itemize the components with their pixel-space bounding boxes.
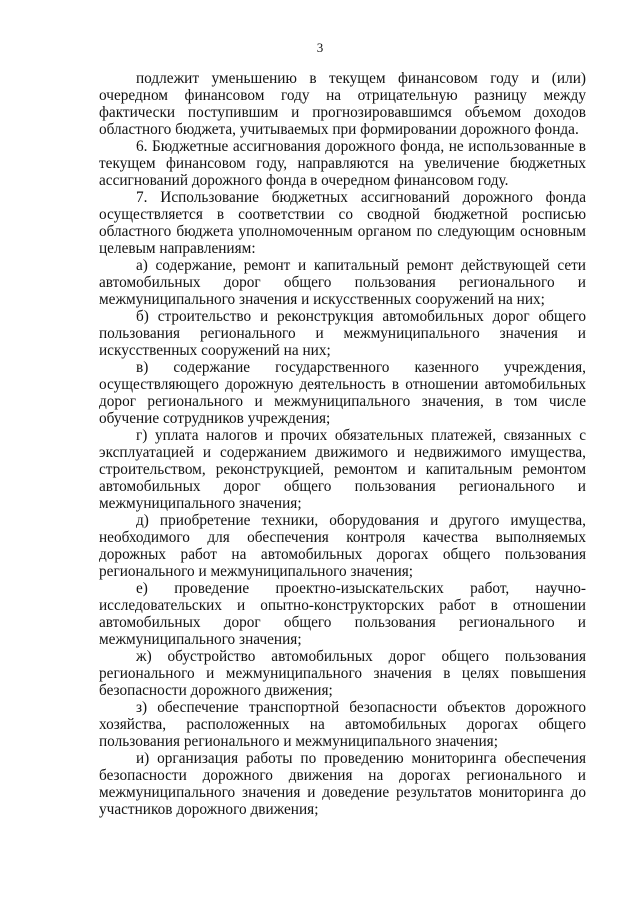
subitem-e: е) проведение проектно-изыскательских работ, научно-исследовательских и опытно-конструкторских работ в отношении автомобильных дорог общего пользования регионального и межмуниципального значения; xyxy=(99,580,586,648)
subitem-i: и) организация работы по проведению мониторинга обеспечения безопасности дорожного движения на дорогах регионального и межмуниципального значения и доведение результатов мониторинга до участников дорожного движения; xyxy=(99,750,586,818)
subitem-b: б) строительство и реконструкция автомобильных дорог общего пользования регионального и межмуниципального значения и искусственных сооружений на них; xyxy=(99,308,586,359)
page-number: 3 xyxy=(316,40,324,55)
subitem-z: з) обеспечение транспортной безопасности объектов дорожного хозяйства, расположенных на автомобильных дорогах общего пользования регионального и межмуниципального значения; xyxy=(99,699,586,750)
paragraph-item-6: 6. Бюджетные ассигнования дорожного фонда, не использованные в текущем финансовом году, направляются на увеличение бюджетных ассигнований дорожного фонда в очередном финансовом году. xyxy=(99,138,586,189)
subitem-zh: ж) обустройство автомобильных дорог общего пользования регионального и межмуниципального значения в целях повышения безопасности дорожного движения; xyxy=(99,648,586,699)
subitem-d: д) приобретение техники, оборудования и другого имущества, необходимого для обеспечения контроля качества выполняемых дорожных работ на автомобильных дорогах общего пользования регионального и межмуниципального значения; xyxy=(99,512,586,580)
subitem-g: г) уплата налогов и прочих обязательных платежей, связанных с эксплуатацией и содержанием движимого и недвижимого имущества, строительством, реконструкцией, ремонтом и капитальным ремонтом автомобильных дорог общего пользования регионального и межмуниципального значения; xyxy=(99,427,586,512)
paragraph-continuation: подлежит уменьшению в текущем финансовом году и (или) очередном финансовом году на отрицательную разницу между фактически поступившим и прогнозировавшимся объемом доходов областного бюджета, учитываемых при формировании дорожного фонда. xyxy=(99,70,586,138)
subitem-a: а) содержание, ремонт и капитальный ремонт действующей сети автомобильных дорог общего пользования регионального и межмуниципального значения и искусственных сооружений на них; xyxy=(99,257,586,308)
subitem-v: в) содержание государственного казенного учреждения, осуществляющего дорожную деятельность в отношении автомобильных дорог регионального и межмуниципального значения, в том числе обучение сотрудников учреждения; xyxy=(99,359,586,427)
document-body xyxy=(99,70,586,818)
paragraph-item-7: 7. Использование бюджетных ассигнований дорожного фонда осуществляется в соответствии со сводной бюджетной росписью областного бюджета уполномоченным органом по следующим основным целевым направлениям: xyxy=(99,189,586,257)
